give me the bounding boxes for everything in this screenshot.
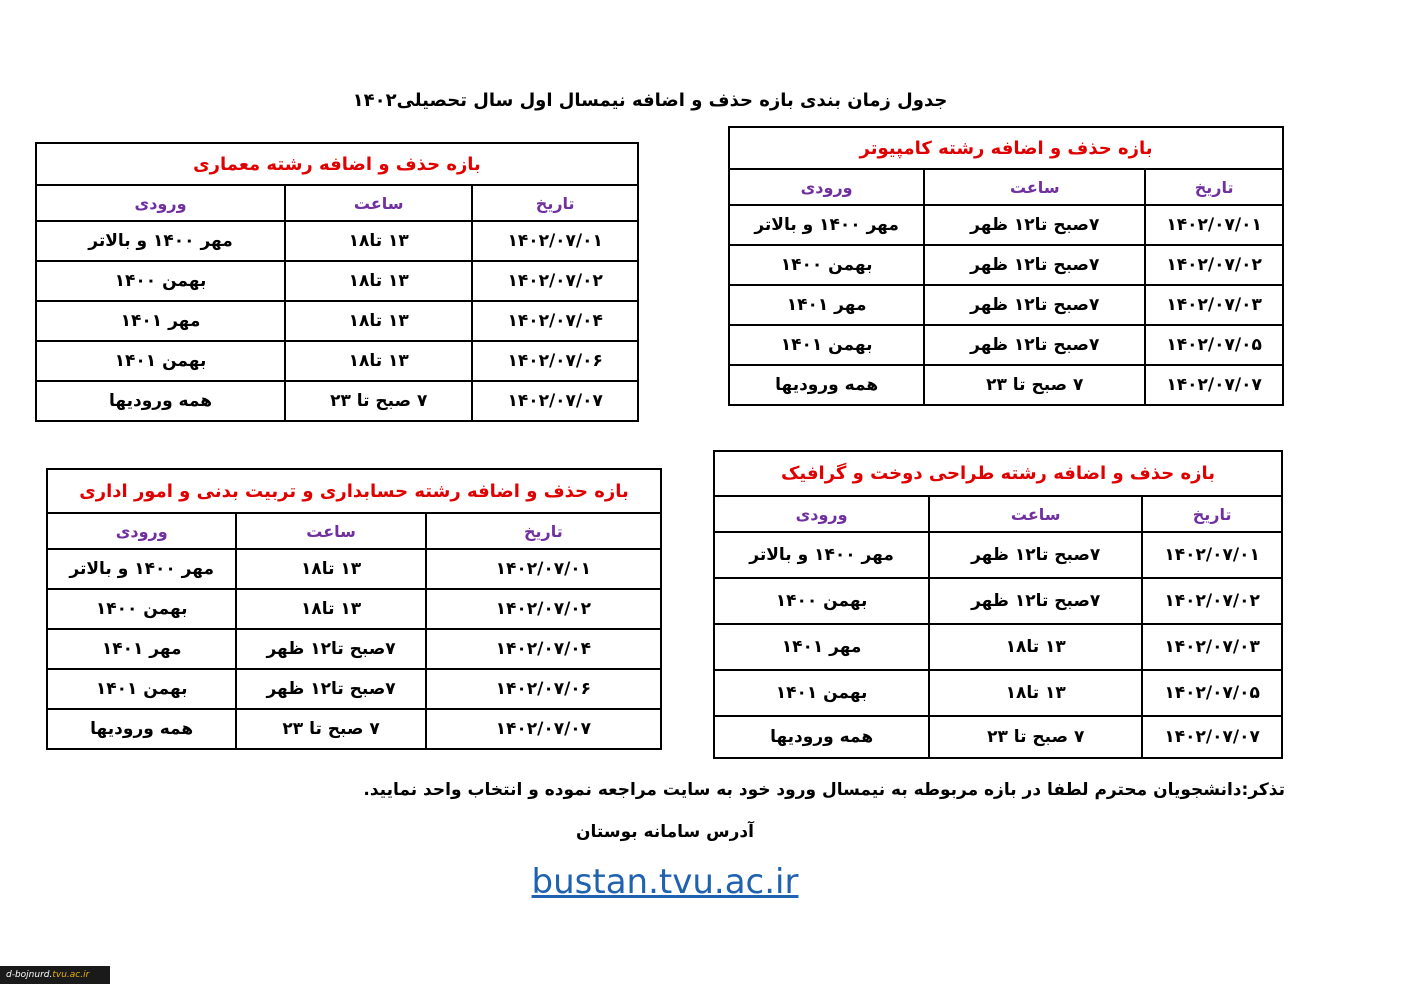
date-cell: ۱۴۰۲/۰۷/۰۴ [472,301,638,341]
table-row [729,365,1283,405]
table-row [729,205,1283,245]
date-cell: ۱۴۰۲/۰۷/۰۷ [472,381,638,421]
entry-cell: مهر ۱۴۰۱ [714,624,929,670]
time-cell: ۱۳ تا۱۸ [285,221,472,261]
entry-cell: بهمن ۱۴۰۱ [714,670,929,716]
time-cell: ۷ صبح تا ۲۳ [285,381,472,421]
entry-cell: همه ورودیها [47,709,236,749]
header-date: تاریخ [426,513,661,549]
table-row [714,670,1282,716]
table-row [36,221,638,261]
entry-cell: بهمن ۱۴۰۰ [729,245,924,285]
date-cell: ۱۴۰۲/۰۷/۰۱ [1145,205,1283,245]
time-cell: ۷صبح تا۱۲ ظهر [236,669,425,709]
table-row [36,301,638,341]
table-caption: بازه حذف و اضافه رشته حسابداری و تربیت بدنی و امور اداری [47,469,661,513]
date-cell: ۱۴۰۲/۰۷/۰۱ [426,549,661,589]
bustan-link[interactable]: bustan.tvu.ac.ir [531,862,799,902]
entry-cell: مهر ۱۴۰۱ [47,629,236,669]
date-cell: ۱۴۰۲/۰۷/۰۴ [426,629,661,669]
date-cell: ۱۴۰۲/۰۷/۰۳ [1142,624,1282,670]
time-cell: ۱۳ تا۱۸ [285,341,472,381]
time-cell: ۱۳ تا۱۸ [929,670,1142,716]
entry-cell: مهر ۱۴۰۱ [36,301,285,341]
table-row [47,549,661,589]
time-cell: ۱۳ تا۱۸ [285,261,472,301]
table-row [47,589,661,629]
table-row [729,285,1283,325]
address-label: آدرس سامانه بوستان [576,822,754,842]
table-row [36,381,638,421]
table-row [47,709,661,749]
entry-cell: بهمن ۱۴۰۱ [36,341,285,381]
table-row [714,716,1282,758]
time-cell: ۷صبح تا۱۲ ظهر [924,285,1145,325]
table-architecture [35,142,639,422]
date-cell: ۱۴۰۲/۰۷/۰۲ [1145,245,1283,285]
page-title: جدول زمان بندی بازه حذف و اضافه نیمسال اول سال تحصیلی۱۴۰۲ [352,90,948,111]
header-entry: ورودی [47,513,236,549]
entry-cell: بهمن ۱۴۰۱ [47,669,236,709]
time-cell: ۷ صبح تا ۲۳ [929,716,1142,758]
table-row [714,532,1282,578]
site-watermark [0,966,110,984]
entry-cell: بهمن ۱۴۰۰ [47,589,236,629]
header-entry: ورودی [36,185,285,221]
date-cell: ۱۴۰۲/۰۷/۰۲ [426,589,661,629]
table-row [47,669,661,709]
table-row [36,261,638,301]
entry-cell: مهر ۱۴۰۰ و بالاتر [729,205,924,245]
entry-cell: مهر ۱۴۰۰ و بالاتر [47,549,236,589]
entry-cell: همه ورودیها [729,365,924,405]
entry-cell: بهمن ۱۴۰۰ [36,261,285,301]
table-row [36,341,638,381]
entry-cell: بهمن ۱۴۰۱ [729,325,924,365]
date-cell: ۱۴۰۲/۰۷/۰۷ [1145,365,1283,405]
time-cell: ۱۳ تا۱۸ [929,624,1142,670]
date-cell: ۱۴۰۲/۰۷/۰۶ [426,669,661,709]
header-time: ساعت [929,496,1142,532]
date-cell: ۱۴۰۲/۰۷/۰۵ [1145,325,1283,365]
date-cell: ۱۴۰۲/۰۷/۰۵ [1142,670,1282,716]
time-cell: ۱۳ تا۱۸ [236,589,425,629]
entry-cell: مهر ۱۴۰۰ و بالاتر [714,532,929,578]
table-row [729,325,1283,365]
entry-cell: بهمن ۱۴۰۰ [714,578,929,624]
time-cell: ۷ صبح تا ۲۳ [236,709,425,749]
table-row [714,624,1282,670]
header-date: تاریخ [1145,169,1283,205]
date-cell: ۱۴۰۲/۰۷/۰۲ [1142,578,1282,624]
header-time: ساعت [924,169,1145,205]
header-time: ساعت [285,185,472,221]
time-cell: ۷صبح تا۱۲ ظهر [924,205,1145,245]
table-caption: بازه حذف و اضافه رشته طراحی دوخت و گرافیک [714,451,1282,496]
table-row [729,245,1283,285]
entry-cell: مهر ۱۴۰۱ [729,285,924,325]
date-cell: ۱۴۰۲/۰۷/۰۲ [472,261,638,301]
date-cell: ۱۴۰۲/۰۷/۰۱ [472,221,638,261]
watermark-prefix: d-bojnurd. [6,970,53,980]
table-fashion-graphics [713,450,1283,759]
reminder-note: تذکر:دانشجویان محترم لطفا در بازه مربوطه به نیمسال ورود خود به سایت مراجعه نموده و انتخاب واحد نمایید. [363,780,1285,800]
time-cell: ۷صبح تا۱۲ ظهر [924,325,1145,365]
header-date: تاریخ [472,185,638,221]
table-caption: بازه حذف و اضافه رشته معماری [36,143,638,185]
time-cell: ۷ صبح تا ۲۳ [924,365,1145,405]
header-date: تاریخ [1142,496,1282,532]
date-cell: ۱۴۰۲/۰۷/۰۷ [1142,716,1282,758]
entry-cell: همه ورودیها [714,716,929,758]
header-entry: ورودی [729,169,924,205]
table-caption: بازه حذف و اضافه رشته کامپیوتر [729,127,1283,169]
header-time: ساعت [236,513,425,549]
date-cell: ۱۴۰۲/۰۷/۰۱ [1142,532,1282,578]
header-entry: ورودی [714,496,929,532]
table-accounting [46,468,662,750]
date-cell: ۱۴۰۲/۰۷/۰۳ [1145,285,1283,325]
entry-cell: همه ورودیها [36,381,285,421]
table-row [714,578,1282,624]
entry-cell: مهر ۱۴۰۰ و بالاتر [36,221,285,261]
table-computer [728,126,1284,406]
time-cell: ۱۳ تا۱۸ [236,549,425,589]
table-row [47,629,661,669]
date-cell: ۱۴۰۲/۰۷/۰۶ [472,341,638,381]
time-cell: ۷صبح تا۱۲ ظهر [924,245,1145,285]
date-cell: ۱۴۰۲/۰۷/۰۷ [426,709,661,749]
watermark-domain: tvu.ac.ir [52,970,90,980]
time-cell: ۷صبح تا۱۲ ظهر [929,578,1142,624]
time-cell: ۱۳ تا۱۸ [285,301,472,341]
time-cell: ۷صبح تا۱۲ ظهر [236,629,425,669]
time-cell: ۷صبح تا۱۲ ظهر [929,532,1142,578]
